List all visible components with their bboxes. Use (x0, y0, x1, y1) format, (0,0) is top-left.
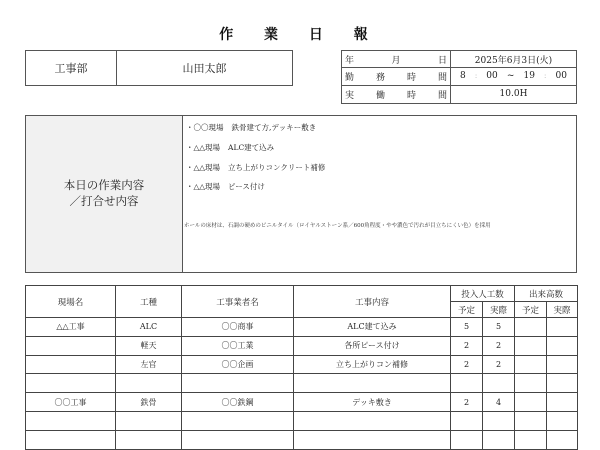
cell-labor-actual[interactable]: 5 (483, 318, 515, 337)
header-site: 現場名 (26, 286, 116, 318)
header-content: 工事内容 (294, 286, 451, 318)
cell-output-planned[interactable] (515, 411, 547, 430)
cell-output-actual[interactable] (547, 393, 578, 412)
table-row (26, 336, 578, 355)
label-month: 月 (391, 55, 401, 66)
cell-content[interactable]: ALC建て込み (294, 318, 451, 337)
cell-output-actual[interactable] (547, 374, 578, 393)
cell-output-planned[interactable] (515, 430, 547, 449)
cell-labor-planned[interactable] (451, 411, 483, 430)
work-item (186, 181, 265, 192)
actual-hours-row (342, 86, 576, 103)
colon-separator: : (544, 72, 547, 81)
date-value[interactable]: 2025年6月3日(火) (474, 55, 553, 66)
cell-labor-planned[interactable]: 2 (451, 393, 483, 412)
work-hours-value[interactable] (451, 68, 576, 84)
cell-output-planned[interactable] (515, 336, 547, 355)
work-item-site: ・△△現場 (186, 182, 221, 191)
cell-output-actual[interactable] (547, 411, 578, 430)
label-year: 年 (345, 55, 355, 66)
cell-contractor[interactable]: 〇〇工業 (182, 336, 294, 355)
work-item-task: ピース付け (228, 182, 265, 191)
label-char: 間 (437, 90, 447, 101)
table-row (26, 393, 578, 412)
actual-hours-label (342, 86, 451, 103)
cell-content[interactable]: 立ち上がりコン補修 (294, 355, 451, 374)
cell-output-actual[interactable] (547, 430, 578, 449)
header-output-actual: 実際 (547, 302, 578, 318)
cell-trade[interactable]: ALC (116, 318, 182, 337)
cell-contractor[interactable]: 〇〇商事 (182, 318, 294, 337)
person-name-field[interactable]: 山田太郎 (182, 62, 227, 75)
cell-labor-actual[interactable]: 4 (483, 393, 515, 412)
work-item-site: ・△△現場 (186, 163, 221, 172)
cell-labor-actual[interactable] (483, 411, 515, 430)
range-separator: ~ (506, 71, 515, 82)
work-item-task: 鉄骨建て方,デッキー敷き (231, 123, 317, 132)
label-char: 働 (375, 90, 385, 101)
cell-labor-planned[interactable] (451, 430, 483, 449)
header-contractor: 工事業者名 (182, 286, 294, 318)
colon-separator: : (474, 72, 478, 81)
cell-labor-actual[interactable] (483, 430, 515, 449)
label-char: 務 (375, 72, 385, 83)
cell-site[interactable]: 〇〇工事 (26, 393, 116, 412)
cell-labor-planned[interactable]: 2 (451, 355, 483, 374)
start-hour[interactable]: 8 (460, 71, 466, 82)
header-output-planned: 予定 (515, 302, 547, 318)
table-row (26, 355, 578, 374)
label-char: 時 (406, 72, 416, 83)
cell-site[interactable] (26, 374, 116, 393)
end-hour[interactable]: 19 (523, 71, 535, 82)
cell-site[interactable] (26, 430, 116, 449)
cell-site[interactable] (26, 355, 116, 374)
cell-trade[interactable] (116, 411, 182, 430)
header-labor-actual: 実際 (483, 302, 515, 318)
department-box (25, 50, 293, 86)
cell-labor-actual[interactable]: 2 (483, 336, 515, 355)
cell-labor-actual[interactable]: 2 (483, 355, 515, 374)
cell-contractor[interactable] (182, 430, 294, 449)
date-label (342, 51, 451, 67)
table-row (26, 374, 578, 393)
cell-content[interactable]: 各所ピース付け (294, 336, 451, 355)
work-table (25, 285, 578, 450)
cell-trade[interactable]: 鉄骨 (116, 393, 182, 412)
work-content-label-line2: ／打合せ内容 (69, 194, 139, 208)
cell-output-planned[interactable] (515, 318, 547, 337)
date-row (342, 51, 576, 68)
table-row (26, 430, 578, 449)
cell-output-actual[interactable] (547, 318, 578, 337)
cell-trade[interactable] (116, 430, 182, 449)
cell-trade[interactable]: 左官 (116, 355, 182, 374)
cell-content[interactable] (294, 411, 451, 430)
work-hours-row (342, 68, 576, 85)
work-item-site: ・△△現場 (186, 143, 221, 152)
cell-content[interactable] (294, 374, 451, 393)
department-label: 工事部 (26, 51, 117, 85)
cell-output-planned[interactable] (515, 393, 547, 412)
cell-trade[interactable] (116, 374, 182, 393)
end-minute[interactable]: 00 (555, 71, 567, 82)
cell-contractor[interactable]: 〇〇鉄鋼 (182, 393, 294, 412)
cell-output-actual[interactable] (547, 336, 578, 355)
header-trade: 工種 (116, 286, 182, 318)
cell-contractor[interactable]: 〇〇企画 (182, 355, 294, 374)
cell-site[interactable]: △△工事 (26, 318, 116, 337)
work-content-body[interactable] (183, 116, 576, 272)
table-row (26, 318, 578, 337)
work-item-site: ・〇〇現場 (186, 123, 224, 132)
header-labor-planned: 予定 (451, 302, 483, 318)
label-char: 時 (406, 90, 416, 101)
cell-site[interactable] (26, 336, 116, 355)
cell-labor-planned[interactable] (451, 374, 483, 393)
work-item-task: 立ち上がりコンクリート補修 (228, 163, 326, 172)
work-content-section (25, 115, 577, 273)
info-table (341, 50, 577, 104)
work-item-task: ALC建て込み (228, 143, 275, 152)
work-item (186, 142, 274, 153)
cell-contractor[interactable] (182, 411, 294, 430)
cell-labor-actual[interactable] (483, 374, 515, 393)
work-content-label (26, 116, 183, 272)
cell-content[interactable]: デッキ敷き (294, 393, 451, 412)
work-item (186, 122, 316, 133)
label-day: 日 (437, 55, 447, 66)
cell-output-actual[interactable] (547, 355, 578, 374)
cell-trade[interactable]: 軽天 (116, 336, 182, 355)
table-row (26, 411, 578, 430)
cell-labor-planned[interactable]: 2 (451, 336, 483, 355)
work-hours-label (342, 68, 451, 84)
label-char: 実 (345, 90, 355, 101)
page-title: 作 業 日 報 (219, 27, 381, 43)
cell-labor-planned[interactable]: 5 (451, 318, 483, 337)
cell-content[interactable] (294, 430, 451, 449)
work-item (186, 162, 325, 173)
cell-output-planned[interactable] (515, 374, 547, 393)
actual-hours-value[interactable]: 10.0H (499, 89, 528, 100)
work-content-label-line1: 本日の作業内容 (63, 178, 145, 193)
cell-site[interactable] (26, 411, 116, 430)
header-output: 出来高数 (515, 286, 578, 302)
label-char: 勤 (345, 72, 355, 83)
meeting-note: ホールの床材は、石調の硬めのビニルタイル（ロイヤルストーン系／600角程度・やや濃色で汚れが目立ちにくい色）を採用 (184, 223, 491, 229)
start-minute[interactable]: 00 (486, 71, 498, 82)
cell-output-planned[interactable] (515, 355, 547, 374)
header-labor: 投入人工数 (451, 286, 515, 302)
label-char: 間 (437, 72, 447, 83)
cell-contractor[interactable] (182, 374, 294, 393)
